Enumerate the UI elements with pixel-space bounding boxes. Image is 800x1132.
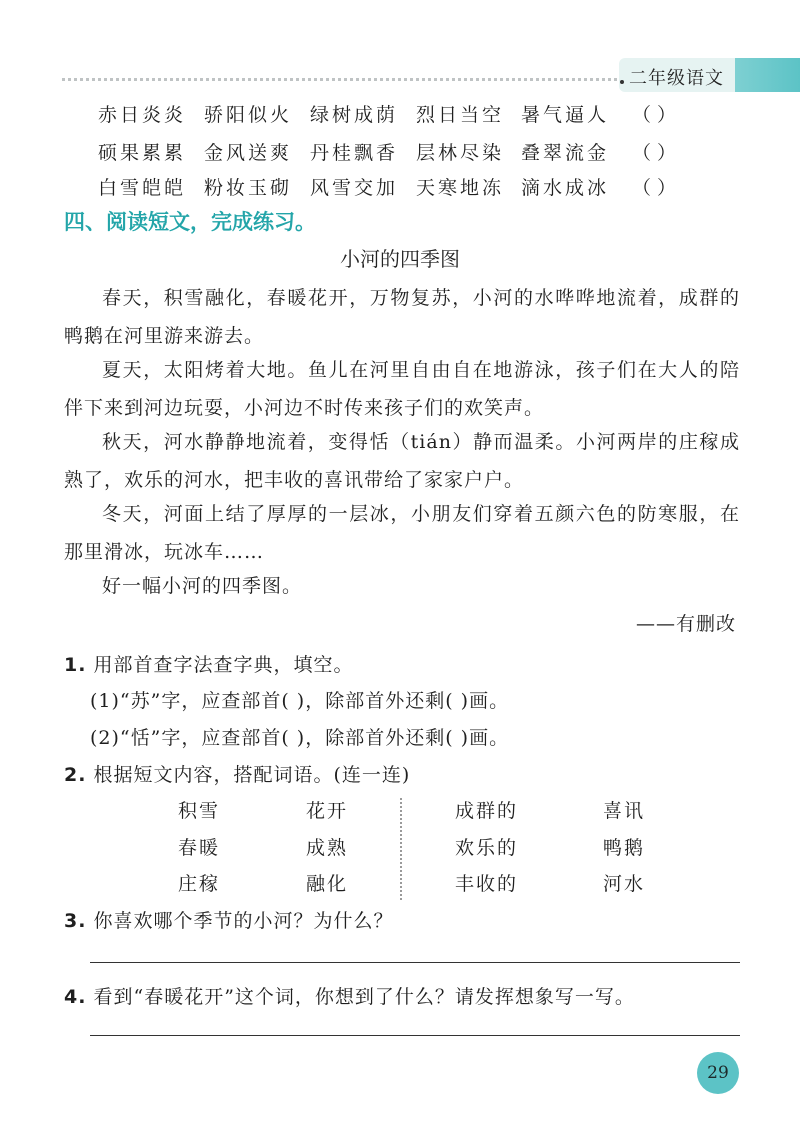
question-number: 4. (64, 986, 87, 1008)
question-text: 根据短文内容，搭配词语。(连一连) (93, 764, 411, 786)
article-paragraph-closing: 好一幅小河的四季图。 (102, 575, 303, 597)
match-word[interactable]: 喜讯 (603, 800, 646, 822)
idiom: 白雪皑皑 (98, 177, 187, 199)
idiom: 绿树成荫 (310, 104, 399, 126)
idiom: 烈日当空 (416, 104, 505, 126)
idiom: 叠翠流金 (521, 142, 610, 164)
match-word[interactable]: 成群的 (455, 800, 519, 822)
header-dotted-rule (62, 78, 617, 81)
idiom: 粉妆玉砌 (204, 177, 293, 199)
match-word[interactable]: 丰收的 (455, 873, 519, 895)
idiom: 赤日炎炎 (98, 104, 187, 126)
article-paragraph-spring: 春天，积雪融化，春暖花开，万物复苏，小河的水哗哗地流着，成群的鸭鹅在河里游来游去。 (64, 287, 740, 347)
match-word[interactable]: 积雪 (178, 800, 221, 822)
match-word[interactable]: 庄稼 (178, 873, 221, 895)
question-text: 看到“春暖花开”这个词，你想到了什么？请发挥想象写一写。 (93, 986, 635, 1008)
match-word[interactable]: 花开 (306, 800, 349, 822)
article-paragraph-winter: 冬天，河面上结了厚厚的一层冰，小朋友们穿着五颜六色的防寒服，在那里滑冰，玩冰车…… (64, 503, 740, 563)
idiom: 滴水成冰 (521, 177, 610, 199)
idiom: 丹桂飘香 (310, 142, 399, 164)
match-word[interactable]: 欢乐的 (455, 837, 519, 859)
match-word[interactable]: 河水 (603, 873, 646, 895)
answer-blank[interactable]: （ ） (632, 104, 677, 126)
question-3 (64, 906, 394, 933)
idiom: 风雪交加 (310, 177, 399, 199)
idiom: 骄阳似火 (204, 104, 293, 126)
article-title: 小河的四季图 (340, 247, 460, 271)
question-1-sub-2[interactable]: (2)“恬”字，应查部首( )，除部首外还剩( )画。 (90, 727, 510, 749)
section-title: 四、阅读短文，完成练习。 (64, 210, 316, 234)
idiom: 硕果累累 (98, 142, 187, 164)
question-text: 用部首查字法查字典，填空。 (93, 654, 354, 676)
match-divider (400, 798, 402, 900)
idiom: 层林尽染 (416, 142, 505, 164)
article-paragraph-autumn: 秋天，河水静静地流着，变得恬（tián）静而温柔。小河两岸的庄稼成熟了，欢乐的河水，把丰收的喜讯带给了家家户户。 (64, 431, 740, 491)
grade-label: 二年级语文 (629, 68, 724, 89)
question-4 (64, 982, 635, 1009)
answer-blank[interactable]: （ ） (632, 142, 677, 164)
question-number: 3. (64, 910, 87, 932)
match-word[interactable]: 融化 (306, 873, 349, 895)
question-number: 2. (64, 764, 87, 786)
match-word[interactable]: 鸭鹅 (603, 837, 646, 859)
page-number: 29 (697, 1052, 739, 1094)
idiom: 金风送爽 (204, 142, 293, 164)
question-2 (64, 760, 410, 787)
idiom: 暑气逼人 (521, 104, 610, 126)
article-paragraph-summer: 夏天，太阳烤着大地。鱼儿在河里自由自在地游泳，孩子们在大人的陪伴下来到河边玩耍，小河边不时传来孩子们的欢笑声。 (64, 359, 740, 419)
question-text: 你喜欢哪个季节的小河？为什么？ (93, 910, 394, 932)
header-bullet (620, 80, 624, 84)
answer-line[interactable] (90, 1035, 740, 1036)
idiom: 天寒地冻 (416, 177, 505, 199)
question-1-sub-1[interactable]: (1)“苏”字，应查部首( )，除部首外还剩( )画。 (90, 690, 510, 712)
question-1 (64, 650, 354, 677)
article-source: ——有删改 (635, 613, 736, 635)
match-word[interactable]: 成熟 (306, 837, 349, 859)
answer-blank[interactable]: （ ） (632, 177, 677, 199)
answer-line[interactable] (90, 962, 740, 963)
question-number: 1. (64, 654, 87, 676)
match-word[interactable]: 春暖 (178, 837, 221, 859)
